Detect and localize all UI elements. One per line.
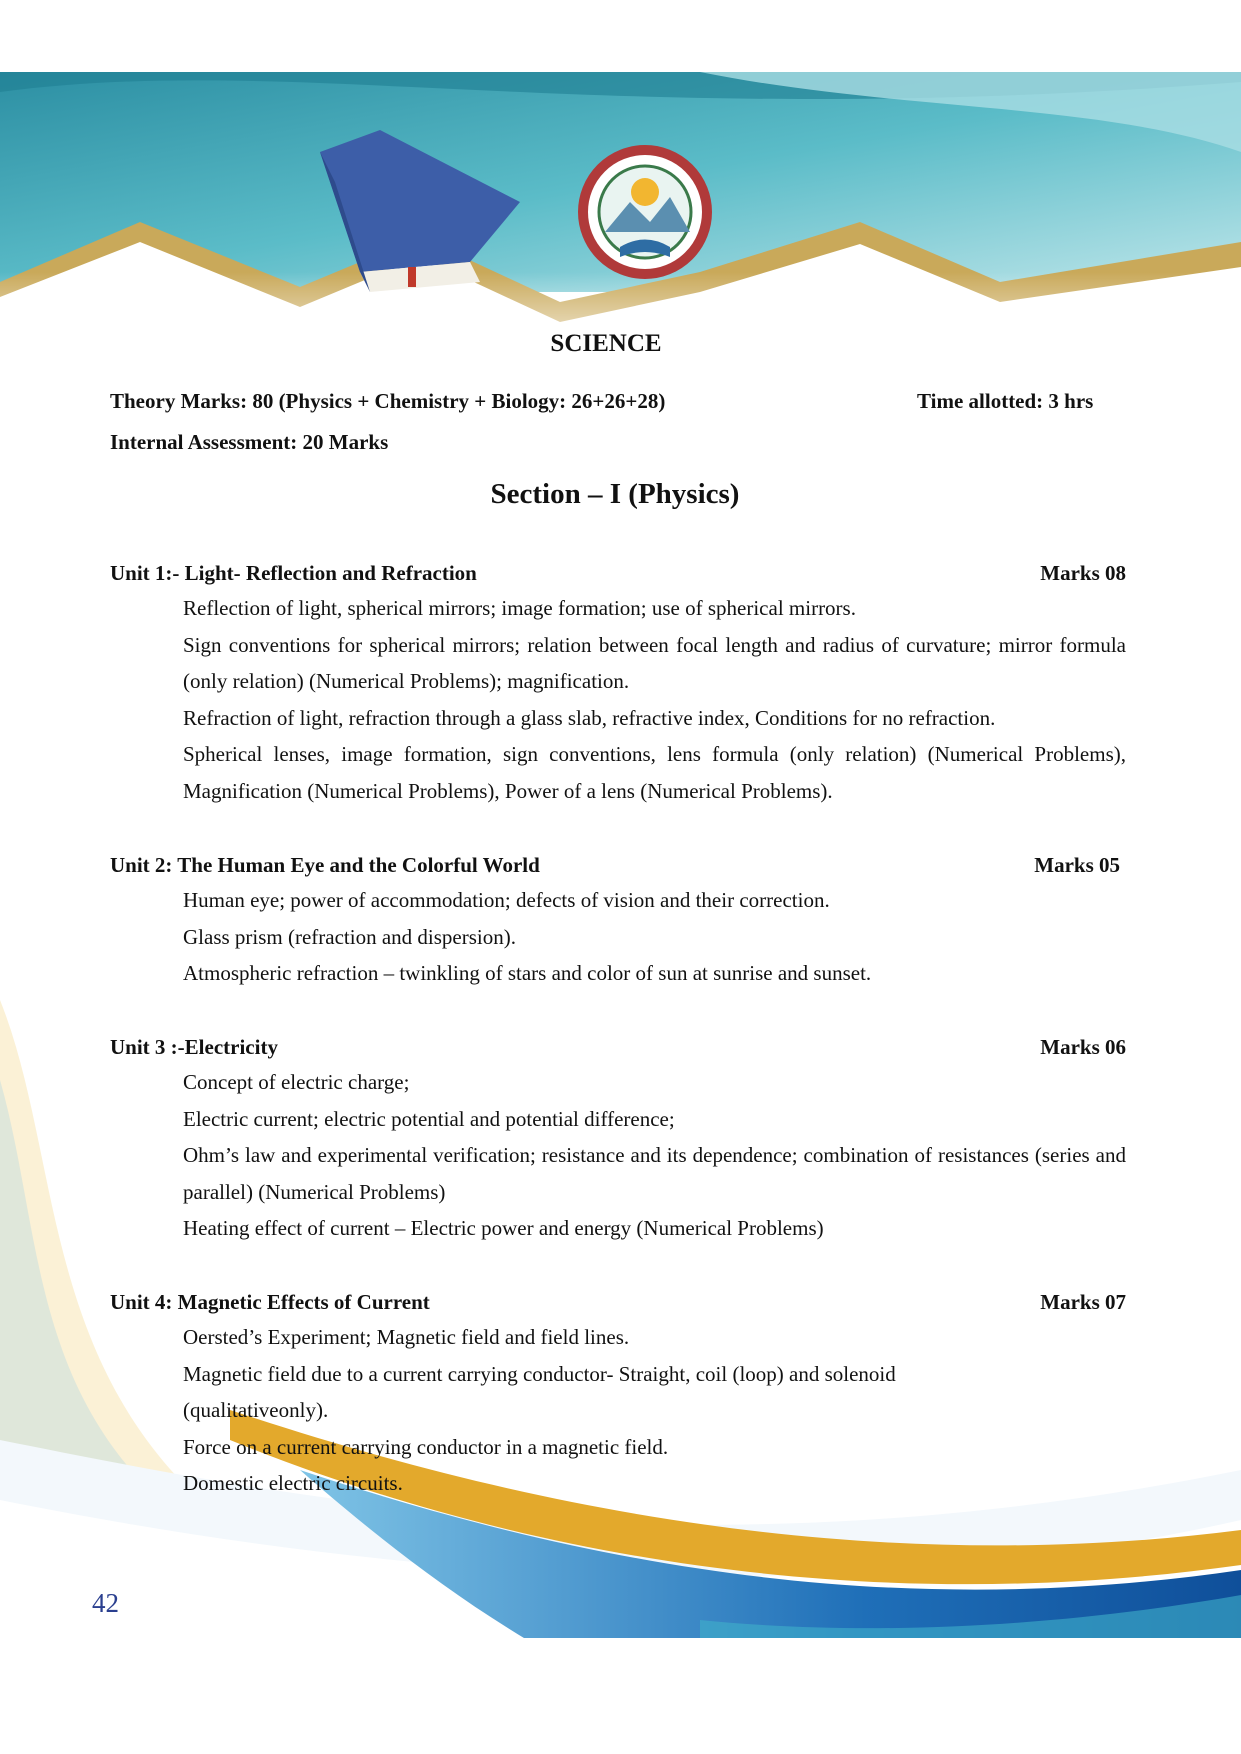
unit-title: Unit 2: The Human Eye and the Colorful World	[110, 853, 540, 877]
topic-item: Domestic electric circuits.	[183, 1471, 403, 1495]
topic-item: Magnetic field due to a current carrying conductor- Straight, coil (loop) and solenoid (qualitativeonly).	[183, 1361, 896, 1422]
topic-item: Atmospheric refraction – twinkling of stars and color of sun at sunrise and sunset.	[183, 961, 872, 985]
topic-item: Spherical lenses, image formation, sign conventions, lens formula (only relation) (Numerical Problems), Magnification (Numerical Problems), Power of a lens (Numerical Problems).	[183, 742, 1126, 803]
unit-2-topics	[183, 882, 1126, 992]
section-title: Section – I (Physics)	[490, 478, 740, 510]
unit-1-topics	[183, 590, 1126, 809]
topic-item: Oersted’s Experiment; Magnetic field and field lines.	[183, 1325, 630, 1349]
topic-item: Concept of electric charge;	[183, 1070, 410, 1094]
unit-marks: Marks 06	[1040, 1035, 1126, 1059]
unit-marks: Marks 07	[1040, 1290, 1126, 1314]
topic-item: Reflection of light, spherical mirrors; image formation; use of spherical mirrors.	[183, 596, 856, 620]
topic-item: Glass prism (refraction and dispersion).	[183, 924, 516, 949]
page-number: 42	[92, 1588, 119, 1618]
unit-marks: Marks 05	[1034, 853, 1120, 877]
topic-item: Force on a current carrying conductor in a magnetic field.	[183, 1434, 669, 1459]
unit-title: Unit 3 :-Electricity	[110, 1035, 278, 1059]
topic-item: Electric current; electric potential and potential difference;	[183, 1106, 675, 1131]
theory-marks: Theory Marks: 80 (Physics + Chemistry + Biology: 26+26+28)	[110, 389, 666, 413]
internal-assessment: Internal Assessment: 20 Marks	[110, 430, 389, 454]
topic-item: Ohm’s law and experimental verification; resistance and its dependence; combination of resistances (series and parallel) (Numerical Problems)	[183, 1143, 1126, 1204]
topic-item: Human eye; power of accommodation; defects of vision and their correction.	[183, 888, 830, 912]
unit-marks: Marks 08	[1040, 561, 1126, 585]
time-allotted: Time allotted: 3 hrs	[917, 389, 1094, 413]
unit-4-topics	[183, 1319, 1023, 1502]
unit-3-topics	[183, 1064, 1126, 1247]
page-title: SCIENCE	[550, 330, 662, 357]
unit-title: Unit 4: Magnetic Effects of Current	[110, 1290, 430, 1314]
topic-item: Sign conventions for spherical mirrors; relation between focal length and radius of curvature; mirror formula (only relation) (Numerical Problems); magnification.	[183, 632, 1126, 693]
topic-item: Heating effect of current – Electric power and energy (Numerical Problems)	[183, 1216, 824, 1240]
unit-title: Unit 1:- Light- Reflection and Refraction	[110, 561, 477, 585]
topic-item: Refraction of light, refraction through a glass slab, refractive index, Conditions for no refraction.	[183, 705, 996, 730]
